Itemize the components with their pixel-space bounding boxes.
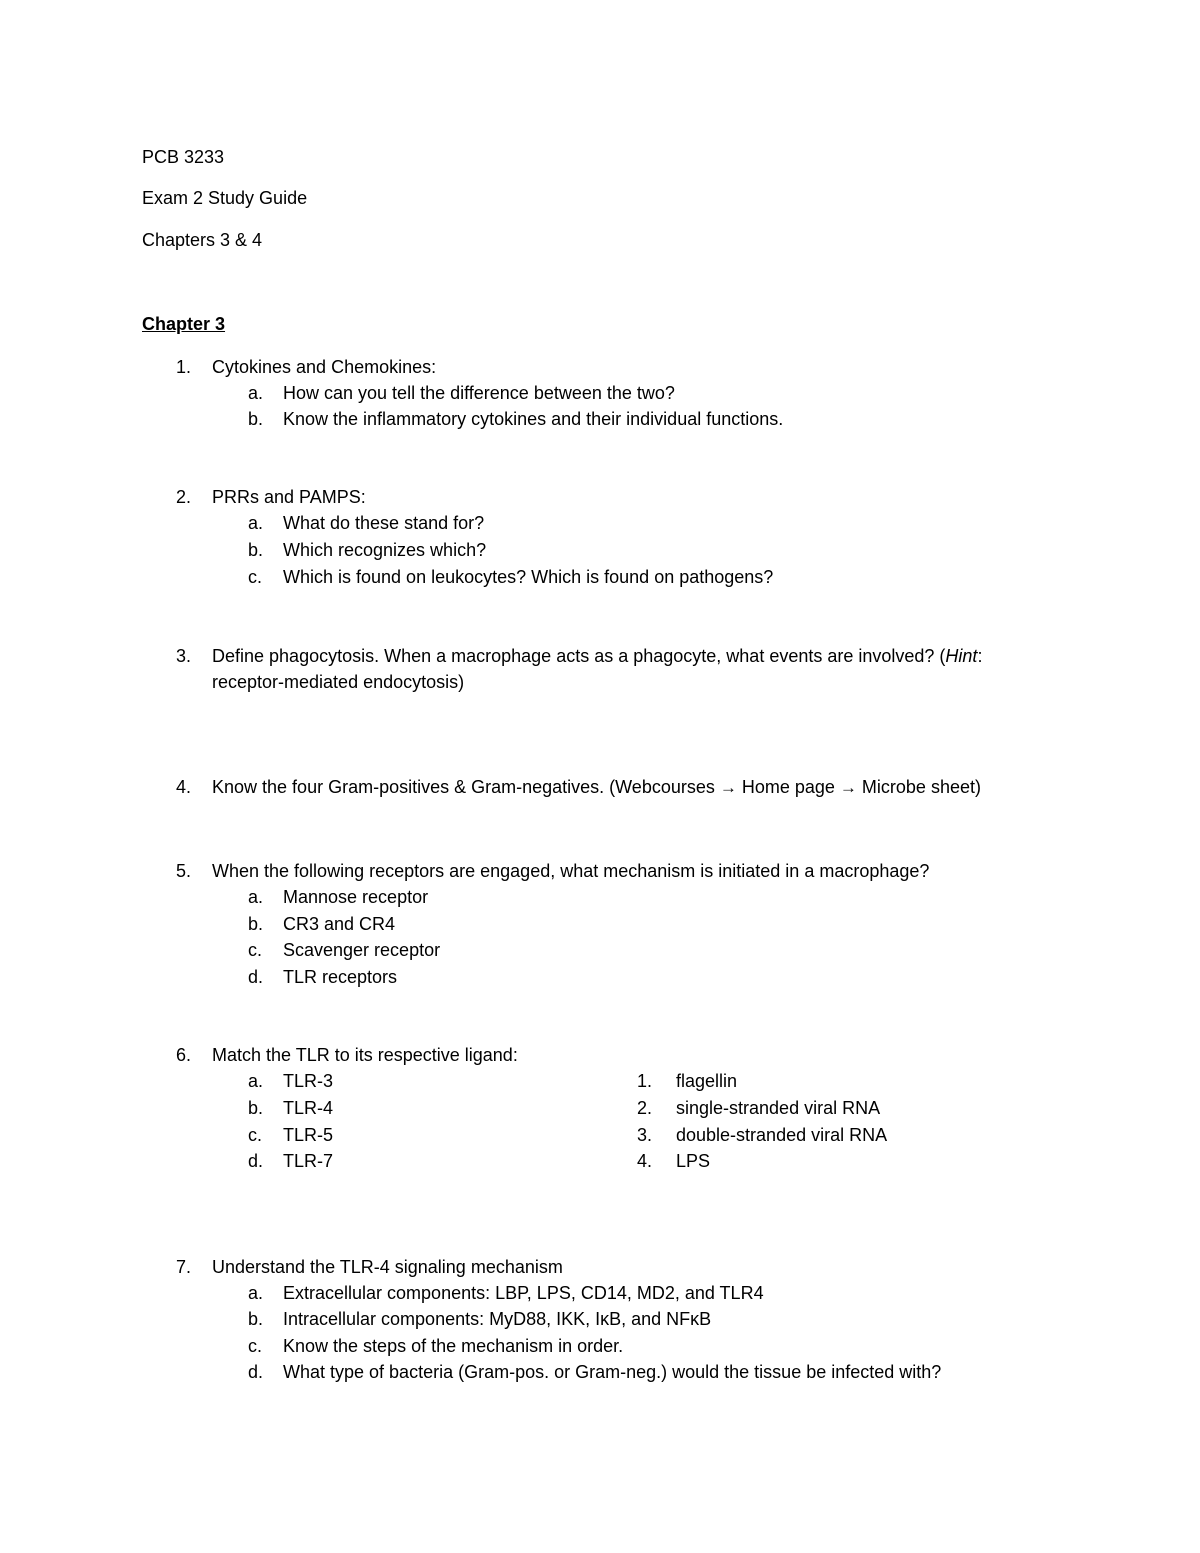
- q6-number: 6.: [176, 1045, 192, 1065]
- q4-text-part1: Know the four Gram-positives & Gram-negatives. (Webcourses: [212, 777, 720, 797]
- q6-ligand-3-text: double-stranded viral RNA: [676, 1125, 888, 1145]
- q7-sub-d-letter: d.: [248, 1362, 264, 1382]
- q2-sub-a-text: What do these stand for?: [283, 513, 485, 533]
- q6-sub-b-text: TLR-4: [283, 1098, 334, 1118]
- section-heading: Chapter 3: [142, 314, 226, 334]
- q4-text-part2: Home page: [736, 777, 840, 797]
- q6-ligand-4-number: 4.: [637, 1151, 653, 1171]
- q2-sub-b-letter: b.: [248, 540, 264, 560]
- q6-ligand-1-number: 1.: [637, 1071, 653, 1091]
- q3-text-line1: [212, 645, 982, 667]
- q7-text: Understand the TLR-4 signaling mechanism: [212, 1257, 563, 1277]
- q1-sub-a-letter: a.: [248, 383, 264, 403]
- q4-text: [212, 776, 981, 799]
- q5-sub-b-text: CR3 and CR4: [283, 914, 396, 934]
- q6-ligand-4-text: LPS: [676, 1151, 711, 1171]
- q7-sub-c-letter: c.: [248, 1336, 263, 1356]
- q4-number: 4.: [176, 777, 192, 797]
- q7-sub-a-text: Extracellular components: LBP, LPS, CD14, MD2, and TLR4: [283, 1283, 764, 1303]
- course-code: PCB 3233: [142, 147, 225, 167]
- right-arrow-icon: →: [839, 778, 857, 797]
- right-arrow-icon: →: [719, 778, 737, 797]
- q5-sub-d-letter: d.: [248, 967, 264, 987]
- q6-sub-a-letter: a.: [248, 1071, 264, 1091]
- q6-ligand-2-text: single-stranded viral RNA: [676, 1098, 881, 1118]
- q6-sub-b-letter: b.: [248, 1098, 264, 1118]
- q6-sub-c-letter: c.: [248, 1125, 263, 1145]
- q5-sub-a-text: Mannose receptor: [283, 887, 429, 907]
- q5-text: When the following receptors are engaged, what mechanism is initiated in a macrophage?: [212, 861, 930, 881]
- q2-sub-c-text: Which is found on leukocytes? Which is found on pathogens?: [283, 567, 774, 587]
- q7-sub-d-text: What type of bacteria (Gram-pos. or Gram-neg.) would the tissue be infected with?: [283, 1362, 942, 1382]
- q3-text-part2: :: [977, 646, 983, 666]
- q2-text: PRRs and PAMPS:: [212, 487, 366, 507]
- q6-text: Match the TLR to its respective ligand:: [212, 1045, 518, 1065]
- q6-sub-d-letter: d.: [248, 1151, 264, 1171]
- q1-sub-b-text: Know the inflammatory cytokines and their individual functions.: [283, 409, 784, 429]
- q2-sub-b-text: Which recognizes which?: [283, 540, 487, 560]
- q6-sub-d-text: TLR-7: [283, 1151, 334, 1171]
- q1-number: 1.: [176, 357, 192, 377]
- q5-sub-c-letter: c.: [248, 940, 263, 960]
- q3-number: 3.: [176, 646, 192, 666]
- q7-sub-c-text: Know the steps of the mechanism in order.: [283, 1336, 624, 1356]
- q6-ligand-2-number: 2.: [637, 1098, 653, 1118]
- q1-sub-b-letter: b.: [248, 409, 264, 429]
- q3-text-part1: Define phagocytosis. When a macrophage acts as a phagocyte, what events are involved? (: [212, 646, 946, 666]
- q5-sub-b-letter: b.: [248, 914, 264, 934]
- document-title: Exam 2 Study Guide: [142, 188, 308, 208]
- q7-sub-a-letter: a.: [248, 1283, 264, 1303]
- q3-text-line2: receptor-mediated endocytosis): [212, 672, 465, 692]
- q6-sub-c-text: TLR-5: [283, 1125, 334, 1145]
- q2-sub-a-letter: a.: [248, 513, 264, 533]
- q4-text-part3: Microbe sheet): [856, 777, 981, 797]
- q1-sub-a-text: How can you tell the difference between the two?: [283, 383, 675, 403]
- q3-hint-word: Hint: [945, 646, 978, 666]
- q7-sub-b-text: Intracellular components: MyD88, IKK, IκB, and NFκB: [283, 1309, 712, 1329]
- q1-text: Cytokines and Chemokines:: [212, 357, 437, 377]
- q7-sub-b-letter: b.: [248, 1309, 264, 1329]
- q6-ligand-3-number: 3.: [637, 1125, 653, 1145]
- q5-number: 5.: [176, 861, 192, 881]
- q7-number: 7.: [176, 1257, 192, 1277]
- q6-ligand-1-text: flagellin: [676, 1071, 738, 1091]
- q5-sub-d-text: TLR receptors: [283, 967, 398, 987]
- q6-sub-a-text: TLR-3: [283, 1071, 334, 1091]
- q2-number: 2.: [176, 487, 192, 507]
- q2-sub-c-letter: c.: [248, 567, 263, 587]
- q5-sub-c-text: Scavenger receptor: [283, 940, 441, 960]
- q5-sub-a-letter: a.: [248, 887, 264, 907]
- chapters-line: Chapters 3 & 4: [142, 230, 263, 250]
